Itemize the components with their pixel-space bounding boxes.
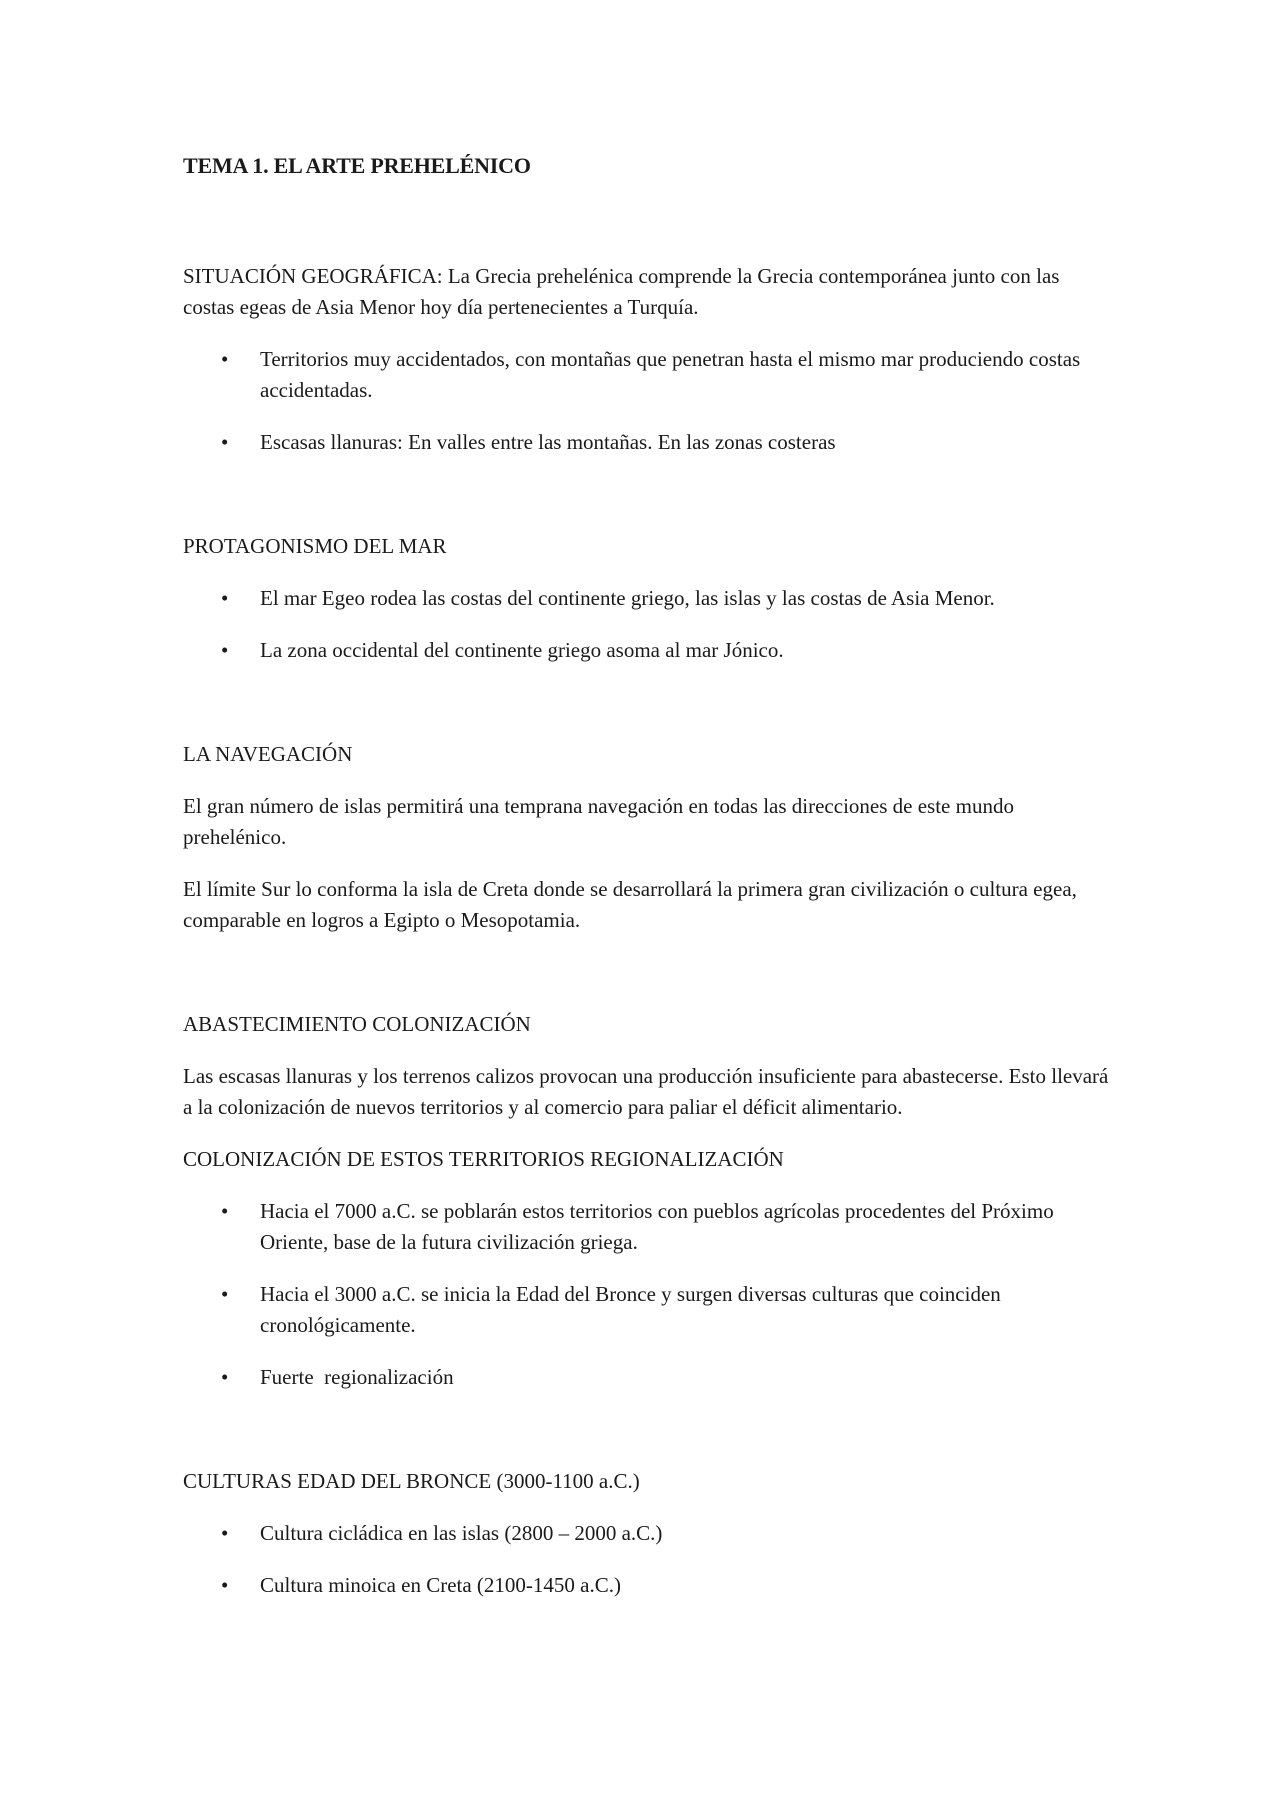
bullet-icon: • (221, 1365, 229, 1389)
list-item-text: Cultura minoica en Creta (2100-1450 a.C.) (260, 1573, 621, 1597)
bullet-icon: • (221, 586, 229, 610)
abastecimiento-paragraph: Las escasas llanuras y los terrenos calizos provocan una producción insuficiente para abastecerse. Esto llevará a la colonización de nuevos territorios y al comercio para paliar el déficit alimentario. (183, 1064, 1109, 1119)
bullet-icon: • (221, 1199, 229, 1223)
bullet-icon: • (221, 430, 229, 454)
list-item-text: Fuerte regionalización (260, 1365, 454, 1389)
section-situacion-geografica (183, 261, 1113, 458)
list-item (183, 1196, 1113, 1258)
list-item-text: Escasas llanuras: En valles entre las montañas. En las zonas costeras (260, 430, 836, 454)
section-abastecimiento-colonizacion (183, 1009, 1113, 1123)
list-item-text: Cultura cicládica en las islas (2800 – 2000 a.C.) (260, 1521, 663, 1545)
protagonismo-bullet-list (183, 583, 1113, 666)
section-la-navegacion (183, 739, 1113, 936)
list-item (183, 344, 1113, 406)
bullet-icon: • (221, 347, 229, 371)
list-item (183, 583, 1113, 614)
list-item-text: Hacia el 7000 a.C. se poblarán estos territorios con pueblos agrícolas procedentes del Próximo Oriente, base de la futura civilización griega. (260, 1199, 1054, 1254)
document-page (183, 150, 1113, 1601)
culturas-bullet-list (183, 1518, 1113, 1601)
navegacion-paragraph-2: El límite Sur lo conforma la isla de Creta donde se desarrollará la primera gran civilización o cultura egea, comparable en logros a Egipto o Mesopotamia. (183, 877, 1077, 932)
section-heading: ABASTECIMIENTO COLONIZACIÓN (183, 1012, 531, 1036)
list-item (183, 1279, 1113, 1341)
bullet-icon: • (221, 1521, 229, 1545)
bullet-icon: • (221, 1573, 229, 1597)
section-heading: COLONIZACIÓN DE ESTOS TERRITORIOS REGIONALIZACIÓN (183, 1147, 784, 1171)
section-colonizacion-territorios (183, 1144, 1113, 1393)
list-item (183, 635, 1113, 666)
list-item (183, 427, 1113, 458)
section-heading: LA NAVEGACIÓN (183, 742, 353, 766)
section-culturas-edad-del-bronce (183, 1466, 1113, 1601)
list-item (183, 1362, 1113, 1393)
situacion-intro-paragraph: SITUACIÓN GEOGRÁFICA: La Grecia prehelénica comprende la Grecia contemporánea junto con las costas egeas de Asia Menor hoy día pertenecientes a Turquía. (183, 264, 1060, 319)
situacion-bullet-list (183, 344, 1113, 458)
section-heading: PROTAGONISMO DEL MAR (183, 534, 447, 558)
list-item-text: Territorios muy accidentados, con montañas que penetran hasta el mismo mar produciendo costas accidentadas. (260, 347, 1081, 402)
list-item (183, 1570, 1113, 1601)
section-protagonismo-del-mar (183, 531, 1113, 666)
bullet-icon: • (221, 1282, 229, 1306)
section-heading: CULTURAS EDAD DEL BRONCE (3000-1100 a.C.) (183, 1469, 640, 1493)
bullet-icon: • (221, 638, 229, 662)
list-item (183, 1518, 1113, 1549)
list-item-text: Hacia el 3000 a.C. se inicia la Edad del Bronce y surgen diversas culturas que coinciden cronológicamente. (260, 1282, 1001, 1337)
document-title: TEMA 1. EL ARTE PREHELÉNICO (183, 153, 531, 178)
list-item-text: El mar Egeo rodea las costas del continente griego, las islas y las costas de Asia Menor. (260, 586, 995, 610)
colonizacion-bullet-list (183, 1196, 1113, 1393)
list-item-text: La zona occidental del continente griego asoma al mar Jónico. (260, 638, 784, 662)
navegacion-paragraph-1: El gran número de islas permitirá una temprana navegación en todas las direcciones de este mundo prehelénico. (183, 794, 1014, 849)
